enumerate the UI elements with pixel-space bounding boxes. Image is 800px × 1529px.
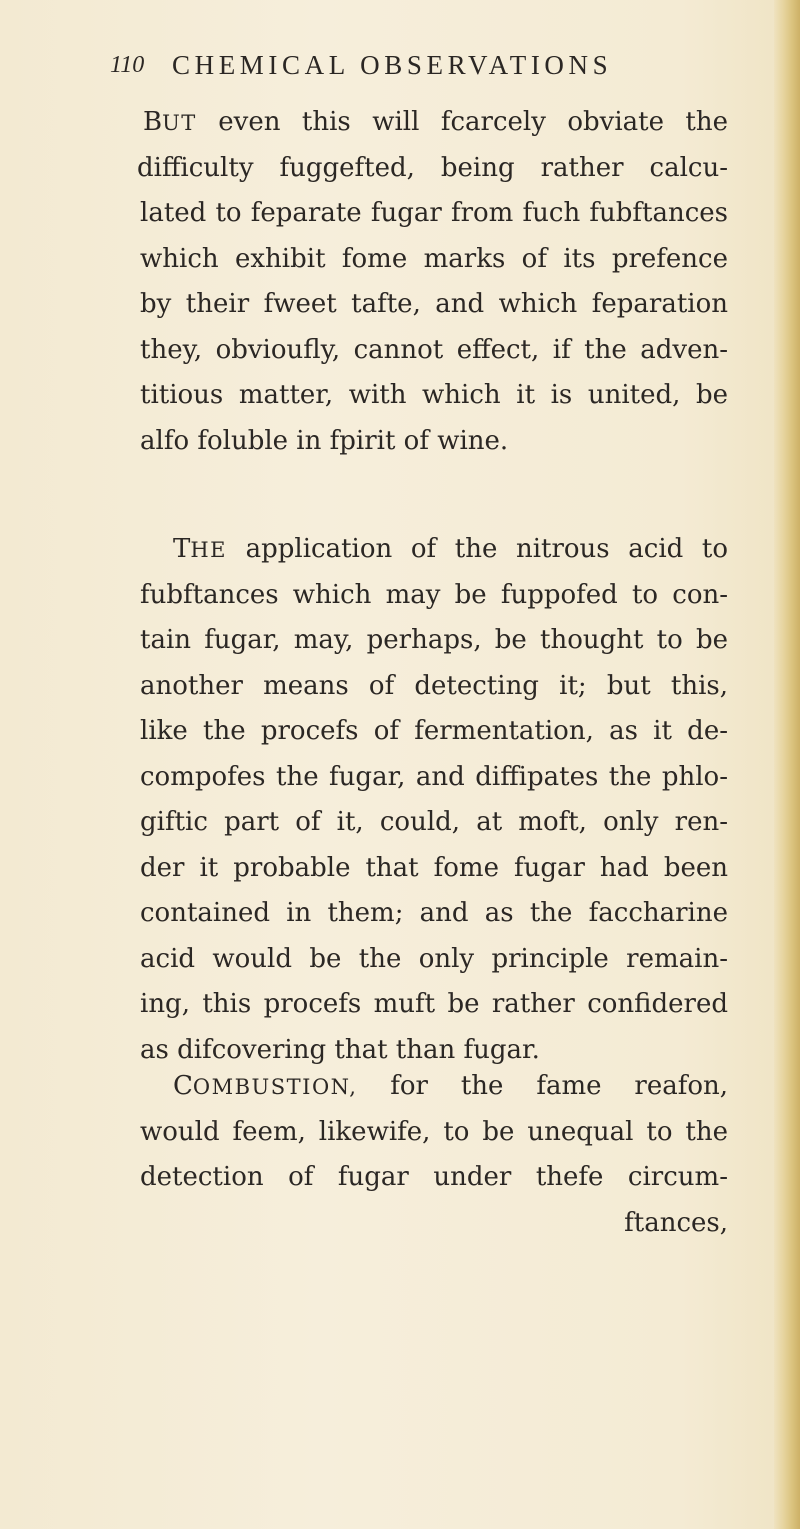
text-line: like the procefs of fermentation, as it de- [140,716,728,746]
text-line [140,100,728,146]
text-line: compofes the fugar, and diffipates the phlo- [140,761,728,792]
paragraph-3 [140,1064,728,1246]
text-line: which exhibit fome marks of its prefence [140,243,728,274]
line-text: for the fame reafon, [357,1071,728,1101]
lead-cap: C [173,1071,193,1101]
text-line [140,527,728,573]
text-line: giftic part of it, could, at moft, only ren- [140,807,728,837]
running-header [110,50,670,90]
text-line: difficulty fuggefted, being rather calcu- [137,152,728,183]
text-line: would feem, likewife, to be unequal to the [140,1116,728,1147]
text-line: titious matter, with which it is united, be [140,380,728,410]
text-line: by their fweet tafte, and which feparation [140,289,728,319]
lead-cap: B [143,107,163,137]
text-line: fubftances which may be fuppofed to con- [140,579,728,610]
text-line: der it probable that fome fugar had been [140,852,728,883]
text-line: they, obvioufly, cannot effect, if the adven- [140,334,728,365]
paragraph-2 [140,527,728,1073]
text-line: as difcovering that than fugar. [140,1034,540,1065]
line-text: application of the nitrous acid to [227,534,728,564]
text-line: alfo foluble in fpirit of wine. [140,425,509,456]
text-line: ing, this procefs muft be rather confidered [140,989,728,1019]
paragraph-1 [137,100,728,464]
text-line: tain fugar, may, perhaps, be thought to be [140,625,728,655]
text-line: detection of fugar under thefe circum- [140,1162,728,1192]
text-line [140,1064,728,1110]
lead-smallcaps: HE [190,538,227,562]
lead-cap: T [173,534,191,564]
text-line: lated to feparate fugar from fuch fubftances [140,198,728,228]
lead-smallcaps: OMBUSTION, [192,1075,358,1099]
page-number: 110 [110,52,145,78]
text-line: acid would be the only principle remain- [140,943,728,974]
catchword: ftances, [624,1207,728,1238]
running-title: CHEMICAL OBSERVATIONS [172,50,613,80]
page-edge [774,0,800,1529]
lead-smallcaps: UT [162,111,197,135]
text-line: another means of detecting it; but this, [140,670,728,701]
line-text: even this will fcarcely obviate the [196,107,728,137]
text-line: contained in them; and as the faccharine [140,898,728,928]
